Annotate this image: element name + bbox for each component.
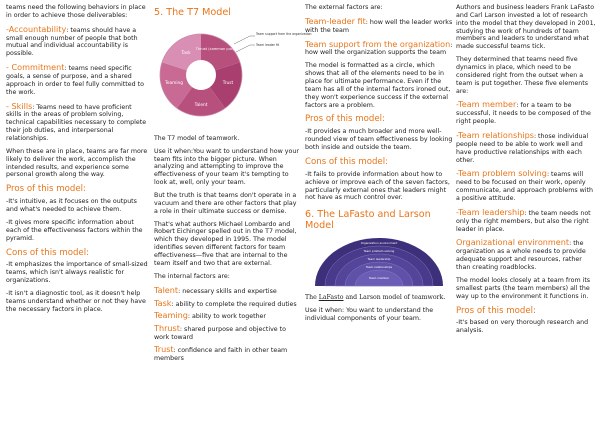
layer-label: Team relationships xyxy=(365,265,393,270)
factor-term: Trust xyxy=(154,343,174,354)
factor-thrust xyxy=(154,324,300,342)
t7-use-it-when: Use it when:You want to understand how your team fits into the bigger picture. When analyzing and attempting to improve the effectiveness of your team it's tempting to look at, well, only your team. xyxy=(154,147,299,187)
factor-text: : necessary skills and expertise xyxy=(178,287,277,295)
factor-org-support xyxy=(305,40,453,58)
circle-format-text: The model is formatted as a circle, which shows that all of the elements need to be in place for ultimate performance. Even if the team has all of the internal factors ironed out, they won't experience success if the external factors are a problem. xyxy=(305,62,451,109)
t7-model-title: 5. The T7 Model xyxy=(154,7,231,18)
skills-item xyxy=(6,102,148,143)
dynamic-term: -Team relationships xyxy=(456,130,534,141)
factor-text: : how well the organization supports the team xyxy=(305,41,453,57)
t7-paragraph-2: But the truth is that teams don't operate in a vacuum and there are other factors that play a role in their ultimate success or demise. xyxy=(154,192,297,215)
factor-text: : confidence and faith in other team members xyxy=(154,346,288,362)
pros-item: -It's intuitive, as it focuses on the outputs and what's needed to achieve them. xyxy=(6,198,137,214)
lafasto-title: 6. The LaFasto and Larson Model xyxy=(305,209,431,232)
dynamic-term: -Team problem solving xyxy=(456,168,547,179)
lafasto-caption xyxy=(305,294,453,302)
layer-label: Team problem solving xyxy=(363,249,395,254)
dynamic-text: : for a team to be successful, it needs to be composed of the right people. xyxy=(456,102,591,126)
model-scope-text: The model looks closely at a team from its smallest parts (the team members) all the way up to the environment it functions in. xyxy=(456,276,591,300)
factor-talent xyxy=(154,286,300,296)
layer-label: Team leadership xyxy=(367,257,391,262)
factor-term: Team-leader fit xyxy=(305,15,366,26)
pros-item: -It provides a much broader and more well-rounded view of team effectiveness by looking both inside and outside the team. xyxy=(305,128,453,152)
factor-term: Team support from the organization xyxy=(305,38,451,49)
trust-label: Trust xyxy=(222,81,234,86)
lafasto-research-text: Authors and business leaders Frank LaFasto and Carl Larson invested a lot of research into the model that they developed in 2001, studying the work of hundreds of team members and leaders to understand what made successful teams tick. xyxy=(456,4,596,51)
internal-factors-intro: The internal factors are: xyxy=(154,272,230,280)
pros-item: -It gives more specific information about each of the effectiveness factors within the pyramid. xyxy=(6,218,143,242)
intro-text: teams need the following behaviors in place in order to achieve those deliverables: xyxy=(6,4,146,19)
factor-trust xyxy=(154,345,300,363)
summary-text: When these are in place, teams are far more likely to deliver the work, accomplish the intended results, and experience some personal growth along the way. xyxy=(6,147,148,179)
skills-text: : Teams need to have proficient skills in the areas of problem solving, technical capabilities necessary to complete their job duties, and interpersonal relationships. xyxy=(6,103,147,143)
factor-task xyxy=(154,299,300,309)
pros-heading: Pros of this model: xyxy=(305,114,385,125)
caption-part: and Larson model of teamwork. xyxy=(343,294,446,302)
cons-heading: Cons of this model: xyxy=(6,247,89,258)
factor-term: Thrust xyxy=(154,323,180,334)
teaming-label: Teaming xyxy=(164,81,184,86)
factor-term: Task xyxy=(154,297,172,308)
accountability-text: : teams should have a small enough number of people that both mutual and individual accountability is possible. xyxy=(6,26,138,58)
pros-item: -It's based on very thorough research and analysis. xyxy=(456,319,589,335)
caption-part: LaFasto xyxy=(318,294,344,302)
commitment-term: - Commitment xyxy=(6,62,65,73)
support-label: Team support from the organization xyxy=(256,32,312,36)
org-environment-item xyxy=(456,238,596,271)
cons-heading: Cons of this model: xyxy=(305,156,388,167)
team-problem-solving-item xyxy=(456,169,596,202)
leader-fit-label: Team leader fit xyxy=(256,43,280,47)
external-factors-intro: The external factors are: xyxy=(305,4,383,11)
dynamic-text: : those individual people need to be able to work well and have productive relationships with each other. xyxy=(456,133,589,164)
column-2 xyxy=(154,4,312,422)
pros-heading: Pros of this model: xyxy=(6,184,86,195)
layer-label: Organization environment xyxy=(360,241,398,246)
t7-paragraph-3: That's what authors Michael Lombardo and Robert Eichinger spelled out in the T7 model, which they developed in 1995. The model identifies seven different factors for team effectiveness—five that are internal to the team itself and two that are external. xyxy=(154,220,297,267)
cons-item: -It emphasizes the importance of small-sized teams, which isn't always realistic for organizations. xyxy=(6,261,148,285)
team-member-item xyxy=(456,100,596,126)
skills-term: - Skills xyxy=(6,100,33,111)
column-1 xyxy=(6,4,148,422)
cons-item: -It fails to provide information about how to achieve or improve each of the seven factors, particularly external ones that leaders might not have as much control over. xyxy=(305,170,450,202)
lafasto-arc-diagram xyxy=(305,235,453,287)
thrust-label: Thrust (common purpose) xyxy=(195,47,243,51)
dynamic-text: : teams will need to be focused on their work, openly communicate, and approach problems with a positive attitude. xyxy=(456,171,593,203)
factor-text: : how well the leader works with the team xyxy=(305,18,453,34)
column-4 xyxy=(456,4,596,422)
commitment-text: : teams need specific goals, a sense of purpose, and a shared approach in order to feel fully committed to the work. xyxy=(6,65,144,96)
lafasto-use-it-when: Use it when: You want to understand the individual components of your team. xyxy=(305,306,434,322)
factor-text: : shared purpose and objective to work toward xyxy=(154,326,287,342)
factor-text: : ability to work together xyxy=(187,313,267,321)
pros-heading: Pros of this model: xyxy=(456,305,536,316)
column-3 xyxy=(305,4,453,422)
t7-model-wheel xyxy=(154,22,312,128)
dynamic-term: -Team member xyxy=(456,99,517,110)
team-leadership-item xyxy=(456,208,596,234)
factor-text: : ability to complete the required duties xyxy=(171,300,297,308)
talent-label: Talent xyxy=(194,103,208,108)
task-label: Task xyxy=(181,51,191,56)
five-dynamics-text: They determined that teams need five dynamics in place, which need to be considered right from the outset when a team is put together. These five elements are: xyxy=(456,56,589,95)
dynamic-term: -Team leadership xyxy=(456,206,525,217)
factor-term: Teaming xyxy=(154,310,188,321)
accountability-term: -Accountability xyxy=(6,23,67,34)
factor-leader-fit xyxy=(305,17,453,35)
factor-teaming xyxy=(154,311,300,321)
commitment-item xyxy=(6,63,148,96)
caption-part: The xyxy=(305,294,319,302)
accountability-item xyxy=(6,25,148,58)
dynamic-term: Organizational environment xyxy=(456,237,570,248)
layer-label: Team member xyxy=(368,276,390,281)
team-relationships-item xyxy=(456,131,596,164)
factor-term: Talent xyxy=(154,284,179,295)
dynamic-text: : the team needs not only the right members, but also the right leader in place. xyxy=(456,209,591,233)
t7-caption: The T7 model of teamwork. xyxy=(154,135,240,142)
dynamic-text: : the organization as a whole needs to provide adequate support and resources, rather than creating roadblocks. xyxy=(456,240,586,272)
cons-item: -It isn't a diagnostic tool, as it doesn't help teams understand whether or not they have the necessary factors in place. xyxy=(6,289,146,313)
